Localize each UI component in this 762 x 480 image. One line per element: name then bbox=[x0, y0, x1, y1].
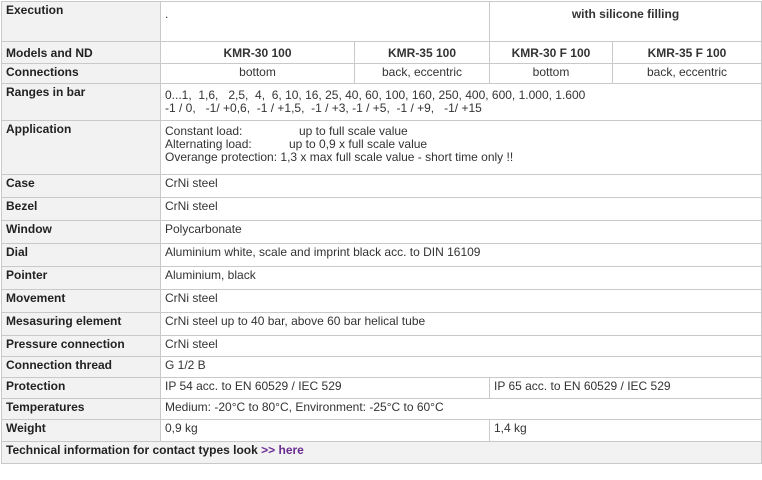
label-bezel: Bezel bbox=[2, 198, 161, 221]
pressure-value: CrNi steel bbox=[161, 336, 762, 357]
here-link[interactable]: >> here bbox=[261, 443, 304, 457]
connection-c3: bottom bbox=[490, 64, 613, 84]
application-alternating-value: up to 0,9 x full scale value bbox=[289, 137, 428, 151]
label-case: Case bbox=[2, 175, 161, 198]
row-window bbox=[2, 221, 762, 244]
temperatures-value: Medium: -20°C to 80°C, Environment: -25°C to 60°C bbox=[161, 399, 762, 420]
model-kmr-30: KMR-30 100 bbox=[161, 42, 355, 64]
label-temperatures: Temperatures bbox=[2, 399, 161, 420]
connection-c2: back, eccentric bbox=[355, 64, 490, 84]
label-window: Window bbox=[2, 221, 161, 244]
model-kmr-35-f: KMR-35 F 100 bbox=[613, 42, 762, 64]
technical-info bbox=[2, 442, 762, 464]
label-pointer: Pointer bbox=[2, 267, 161, 290]
row-temperatures bbox=[2, 399, 762, 420]
application-overrange: Overange protection: 1,3 x max full scale value - short time only !! bbox=[165, 150, 514, 164]
row-pressure bbox=[2, 336, 762, 357]
label-measuring: Mesasuring element bbox=[2, 313, 161, 336]
row-protection bbox=[2, 378, 762, 399]
model-kmr-30-f: KMR-30 F 100 bbox=[490, 42, 613, 64]
pointer-value: Aluminium, black bbox=[161, 267, 762, 290]
label-application: Application bbox=[2, 121, 161, 175]
application-constant-value: up to full scale value bbox=[299, 124, 408, 138]
protection-standard: IP 54 acc. to EN 60529 / IEC 529 bbox=[161, 378, 490, 399]
row-execution bbox=[2, 2, 762, 42]
row-thread bbox=[2, 357, 762, 378]
case-value: CrNi steel bbox=[161, 175, 762, 198]
thread-value: G 1/2 B bbox=[161, 357, 762, 378]
measuring-value: CrNi steel up to 40 bar, above 60 bar helical tube bbox=[161, 313, 762, 336]
window-value: Polycarbonate bbox=[161, 221, 762, 244]
ranges-value bbox=[161, 84, 762, 121]
connection-c1: bottom bbox=[161, 64, 355, 84]
ranges-line-1: 0...1, 1,6, 2,5, 4, 6, 10, 16, 25, 40, 60, 100, 160, 250, 400, 600, 1.000, 1.600 bbox=[165, 88, 586, 102]
label-connections: Connections bbox=[2, 64, 161, 84]
protection-silicone: IP 65 acc. to EN 60529 / IEC 529 bbox=[490, 378, 762, 399]
row-connections bbox=[2, 64, 762, 84]
weight-silicone: 1,4 kg bbox=[490, 420, 762, 442]
application-constant-key: Constant load: bbox=[165, 124, 243, 138]
execution-silicone: with silicone filling bbox=[490, 2, 762, 42]
label-thread: Connection thread bbox=[2, 357, 161, 378]
application-value bbox=[161, 121, 762, 175]
weight-standard: 0,9 kg bbox=[161, 420, 490, 442]
label-dial: Dial bbox=[2, 244, 161, 267]
label-models: Models and ND bbox=[2, 42, 161, 64]
movement-value: CrNi steel bbox=[161, 290, 762, 313]
row-bezel bbox=[2, 198, 762, 221]
label-execution: Execution bbox=[2, 2, 161, 42]
row-technical bbox=[2, 442, 762, 464]
row-ranges bbox=[2, 84, 762, 121]
ranges-line-2: -1 / 0, -1/ +0,6, -1 / +1,5, -1 / +3, -1 / +5, -1 / +9, -1/ +15 bbox=[165, 101, 482, 115]
row-measuring bbox=[2, 313, 762, 336]
model-kmr-35: KMR-35 100 bbox=[355, 42, 490, 64]
row-application bbox=[2, 121, 762, 175]
specification-table bbox=[1, 1, 762, 464]
connection-c4: back, eccentric bbox=[613, 64, 762, 84]
row-pointer bbox=[2, 267, 762, 290]
label-ranges: Ranges in bar bbox=[2, 84, 161, 121]
execution-standard: . bbox=[161, 2, 490, 42]
row-movement bbox=[2, 290, 762, 313]
label-protection: Protection bbox=[2, 378, 161, 399]
bezel-value: CrNi steel bbox=[161, 198, 762, 221]
dial-value: Aluminium white, scale and imprint black acc. to DIN 16109 bbox=[161, 244, 762, 267]
application-alternating-key: Alternating load: bbox=[165, 137, 252, 151]
row-models bbox=[2, 42, 762, 64]
technical-info-text: Technical information for contact types look bbox=[6, 443, 262, 457]
label-pressure: Pressure connection bbox=[2, 336, 161, 357]
row-case bbox=[2, 175, 762, 198]
label-movement: Movement bbox=[2, 290, 161, 313]
row-dial bbox=[2, 244, 762, 267]
row-weight bbox=[2, 420, 762, 442]
label-weight: Weight bbox=[2, 420, 161, 442]
